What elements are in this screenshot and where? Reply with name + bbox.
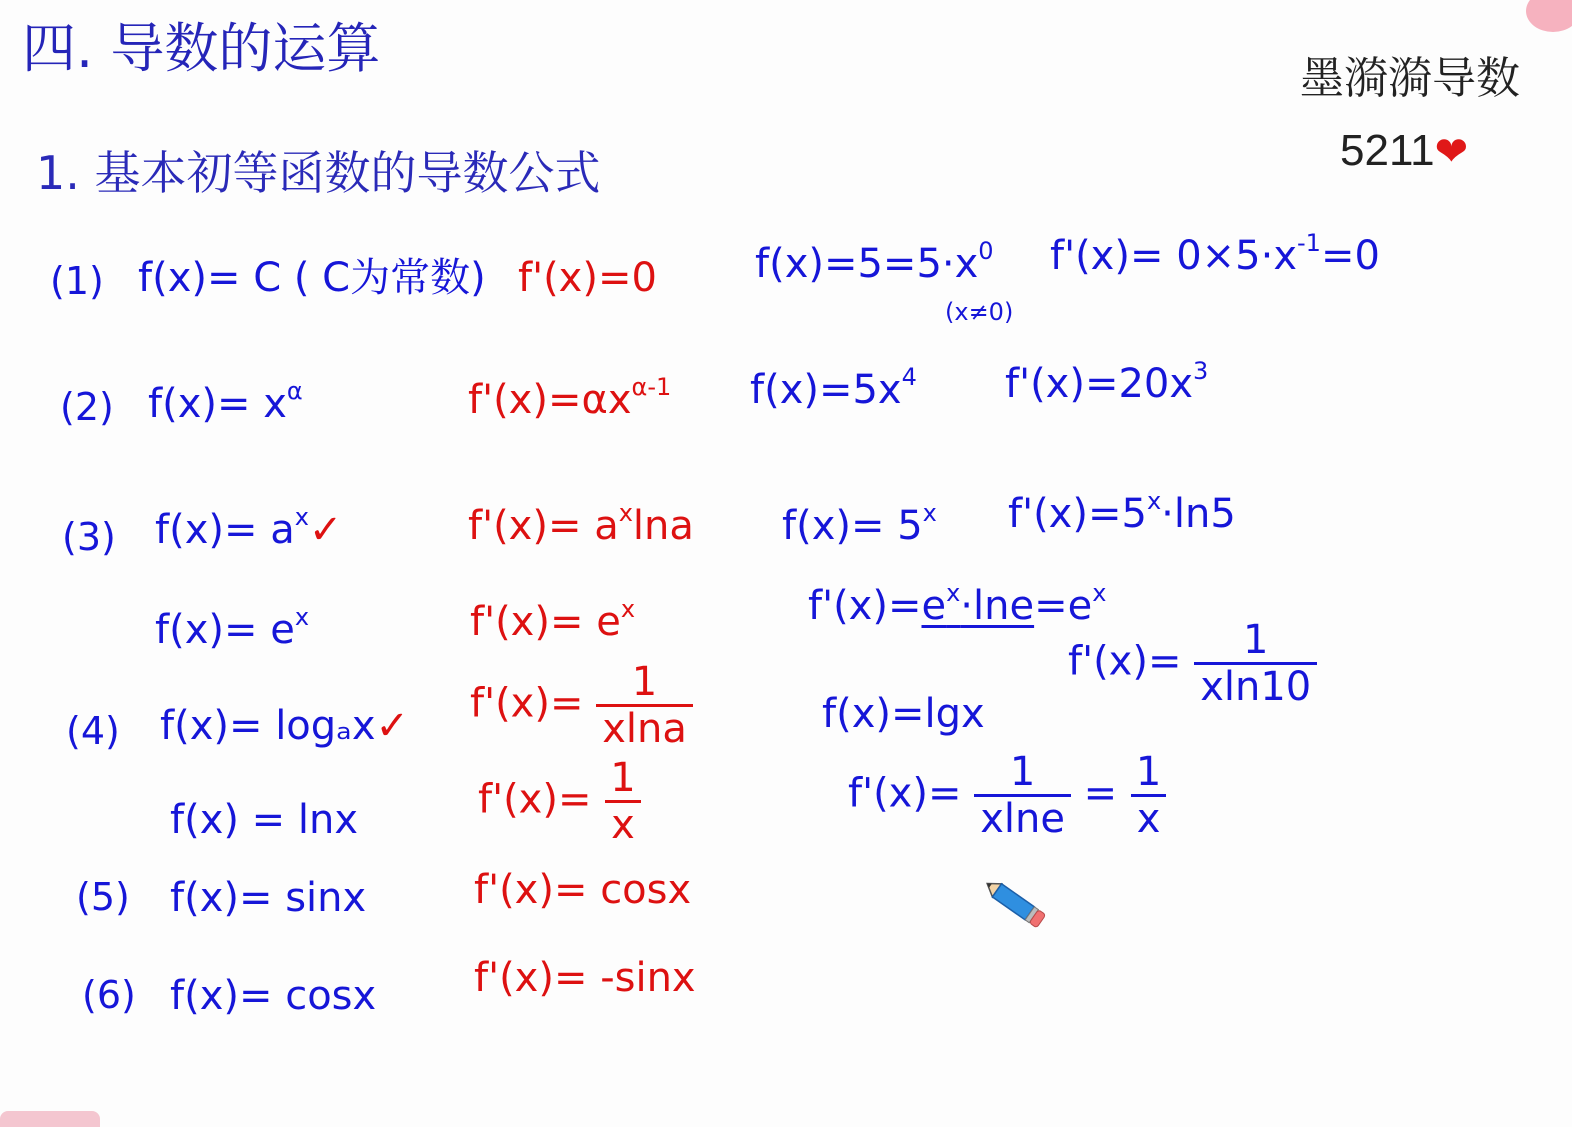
rule-5-derivative: f'(x)= cosx [474,867,692,913]
heart-icon: ❤ [1434,130,1469,174]
rule-6-function: f(x)= cosx [170,973,377,1019]
fraction: $\frac{1}{xlna}$ [596,662,693,749]
fan-count-number: 5211 [1340,126,1435,175]
pencil-icon [975,868,1055,938]
example-3-function: $f(x)= 5^x$ [782,499,937,549]
rule-4-function: f(x)= logₐx✓ [160,703,410,749]
example-4-derivative: f'(x)= $\frac{1}{xln10}$ [1068,620,1317,707]
rule-4-derivative: f'(x)= $\frac{1}{xlna}$ [470,662,693,749]
rule-number-2: (2) [60,385,114,429]
example-2-derivative: $f'(x)=20x^3$ [1005,357,1209,407]
rule-number-6: (6) [82,973,136,1017]
check-mark-icon: ✓ [308,507,343,553]
rule-number-4: (4) [66,709,120,753]
fraction: $\frac{1}{xlne}$ [974,752,1071,839]
example-4-function: f(x)=lgx [822,691,985,737]
example-4b-derivative: f'(x)= $\frac{1}{xlne}$ = $\frac{1}{x}$ [848,752,1167,839]
pink-bottom-decoration [0,1111,100,1127]
fraction: $\frac{1}{x}$ [604,758,641,845]
pink-corner-decoration [1526,0,1572,32]
rule-number-1: (1) [50,259,104,303]
channel-brand: 墨漪漪导数 [1300,53,1520,104]
rule-3b-function: $f(x)= e^x$ [155,603,310,653]
fraction: $\frac{1}{x}$ [1130,752,1167,839]
rule-3-function: $f(x)= a^x✓$ [155,503,343,553]
example-3-derivative: $f'(x)=5^x\cdot\ln 5$ [1008,487,1236,537]
example-1-derivative: $f'(x)= 0\times 5\cdot x^{-1}=0$ [1050,229,1380,279]
check-mark-icon: ✓ [375,703,410,749]
rule-3-derivative: $f'(x)= a^x\ln a$ [468,499,694,549]
rule-2-derivative: $f'(x)=\alpha x^{\alpha-1}$ [468,373,672,423]
rule-4b-derivative: f'(x)= $\frac{1}{x}$ [478,758,642,845]
example-1-condition: (x≠0) [945,298,1014,326]
rule-1-function: f(x)= C ( C为常数) [138,255,486,301]
example-1-function: $f(x)=5=5\cdot x^0$ [755,237,994,287]
rule-6-derivative: f'(x)= -sinx [474,955,696,1001]
fan-count [1340,126,1468,176]
rule-3b-derivative: $f'(x)= e^x$ [470,595,636,645]
rule-number-5: (5) [76,875,130,919]
fraction: $\frac{1}{xln10}$ [1194,620,1317,707]
rule-2-function: $f(x)= x^\alpha$ [148,377,303,427]
example-2-function: $f(x)=5x^4$ [750,363,917,413]
rule-5-function: f(x)= sinx [170,875,367,921]
section-subtitle: 1. 基本初等函数的导数公式 [36,146,601,200]
rule-1-derivative: f'(x)=0 [518,255,657,301]
lesson-title: 四. 导数的运算 [22,17,381,80]
rule-number-3: (3) [62,515,116,559]
example-3b-derivative: $f'(x)=e^x\cdot\ln e=e^x$ [808,579,1107,629]
rule-4b-function: f(x) = lnx [170,797,359,843]
